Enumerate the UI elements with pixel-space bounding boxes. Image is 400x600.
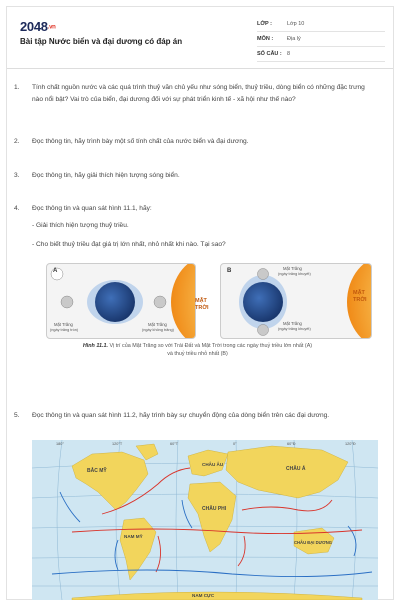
map-tick-label: 0°: [233, 442, 237, 446]
meta-table: [257, 17, 385, 62]
question-4: [14, 203, 377, 215]
map-tick-label: 60°Đ: [287, 442, 296, 446]
map-tick-label: 120°T: [112, 442, 123, 446]
document-header: [7, 7, 393, 69]
caption-text: Vị trí của Mặt Trăng so với Trái Đất và Mặt Trời trong các ngày thuỷ triều lớn nhất (A): [107, 343, 313, 349]
question-5: [14, 410, 377, 422]
question-1: [14, 82, 377, 105]
logo-text: 2048: [20, 19, 48, 34]
question-3: [14, 170, 377, 182]
meta-value: 8: [287, 51, 291, 57]
moon-shape: [258, 325, 269, 336]
map-label-antarctica: NAM CỰC: [192, 593, 215, 598]
moon-shape: [258, 269, 269, 280]
meta-value: Địa lý: [287, 36, 301, 42]
moon-caption: (ngày trăng khuyết): [278, 327, 311, 331]
question-text: Đọc thông tin, hãy trình bày một số tính chất của nước biển và đại dương.: [32, 138, 249, 145]
earth-shape: [243, 282, 283, 322]
moon-label: Mặt Trăng: [283, 321, 302, 326]
moon-label: Mặt Trăng: [283, 266, 302, 271]
question-number: 3.: [14, 172, 20, 179]
earth-shape: [95, 282, 135, 322]
sun-label: MẶT: [195, 298, 207, 304]
meta-row-subject: [257, 32, 385, 47]
meta-key: SỐ CÂU :: [257, 51, 282, 57]
question-4-item: - Giải thích hiện tượng thuỷ triều.: [32, 222, 129, 229]
meta-row-count: [257, 47, 385, 62]
sun-label: MẶT: [353, 290, 365, 296]
sun-shape: [171, 264, 196, 339]
logo-suffix: .vn: [47, 24, 56, 31]
question-text: Đọc thông tin và quan sát hình 11.2, hãy trình bày sự chuyển động của dòng biển trên các đại dương.: [32, 412, 330, 419]
moon-label: Mặt Trăng: [148, 322, 167, 327]
meta-key: LỚP :: [257, 21, 272, 27]
question-text: Tính chất nguồn nước và các quá trình thuỷ văn chủ yếu như sóng biển, thuỷ triều, dòng biển có những đặc trưng nào nổi bật? Vai trò của biển, đại dương đối với sự phát triển kinh tế - xã hội như thế nào?: [32, 84, 365, 103]
figure-caption: [60, 342, 335, 358]
page-title: Bài tập Nước biển và đại dương có đáp án: [20, 37, 183, 46]
question-number: 5.: [14, 412, 20, 419]
moon-shape: [61, 296, 73, 308]
map-tick-label: 120°Đ: [345, 442, 356, 446]
map-label-australia: CHÂU ĐẠI DƯƠNG: [294, 540, 332, 545]
moon-label: Mặt Trăng: [54, 322, 73, 327]
meta-value: Lớp 10: [287, 21, 305, 27]
map-label-south-america: NAM MỸ: [124, 534, 143, 539]
question-number: 2.: [14, 138, 20, 145]
site-logo[interactable]: [20, 19, 56, 34]
question-2: [14, 136, 377, 148]
map-label-asia: CHÂU Á: [286, 466, 306, 472]
caption-text: và thuỷ triều nhỏ nhất (B): [167, 351, 228, 357]
moon-caption: (ngày trăng khuyết): [278, 272, 311, 276]
ocean-currents-map: [32, 440, 378, 600]
panel-label-a: A: [53, 268, 58, 274]
question-number: 1.: [14, 84, 20, 91]
moon-caption: (ngày trăng tròn): [50, 328, 79, 332]
question-number: 4.: [14, 205, 20, 212]
map-tick-label: 180°: [56, 442, 64, 446]
meta-row-class: [257, 17, 385, 32]
sun-label: TRỜI: [195, 305, 209, 311]
map-label-europe: CHÂU ÂU: [202, 462, 224, 467]
meta-key: MÔN :: [257, 36, 274, 42]
moon-caption: (ngày không trăng): [142, 328, 174, 332]
question-text: Đọc thông tin, hãy giải thích hiện tượng sóng biển.: [32, 172, 180, 179]
map-label-north-america: BẮC MỸ: [87, 468, 107, 474]
sun-label: TRỜI: [353, 297, 367, 303]
map-label-africa: CHÂU PHI: [202, 506, 227, 512]
moon-shape: [154, 296, 166, 308]
caption-figure-number: Hình 11.1.: [82, 343, 108, 349]
question-text: Đọc thông tin và quan sát hình 11.1, hãy:: [32, 205, 152, 212]
panel-label-b: B: [227, 268, 232, 274]
map-tick-label: 60°T: [170, 442, 179, 446]
question-4-item: - Cho biết thuỷ triều đạt giá trị lớn nhất, nhỏ nhất khi nào. Tại sao?: [32, 241, 226, 248]
